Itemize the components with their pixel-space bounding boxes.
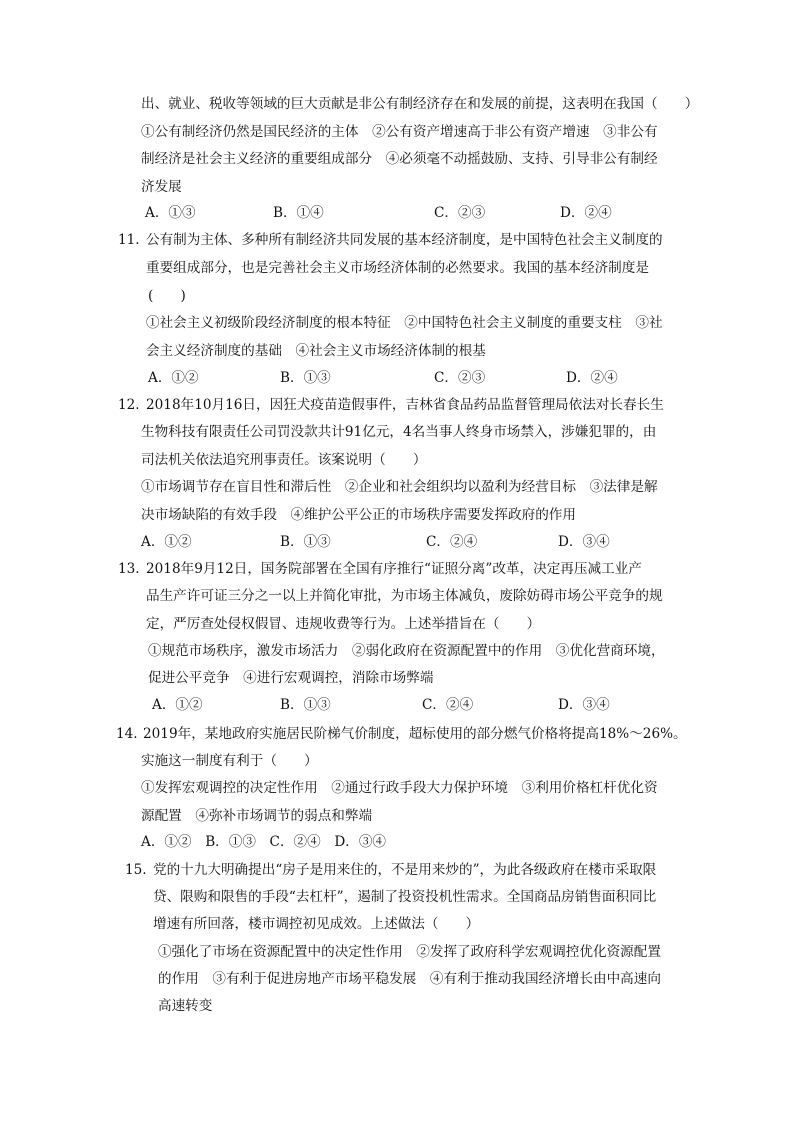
question-stem-line: 定，严厉查处侵权假冒、违规收费等行为。上述举措旨在（ ） <box>146 616 541 632</box>
question-stem-line: 2019年，某地政府实施居民阶梯气价制度，超标使用的部分燃气价格将提高18%～26%。 <box>143 726 687 742</box>
question-number: 13. <box>118 561 140 577</box>
question-stem-line: 出、就业、税收等领域的巨大贡献是非公有制经济存在和发展的前提，这表明在我国（ ） <box>141 96 699 112</box>
statement-line: ①规范市场秩序，激发市场活力 ②弱化政府在资源配置中的作用 ③优化营商环境， <box>148 643 665 659</box>
statement-line: ①社会主义初级阶段经济制度的根本特征 ②中国特色社会主义制度的重要支柱 ③社 <box>146 315 663 331</box>
statement-line: ①公有制经济仍然是国民经济的主体 ②公有资产增速高于非公有资产增速 ③非公有 <box>141 124 658 140</box>
option-c: C．②③ <box>434 370 486 386</box>
question-stem-line: 实施这一制度有利于（ ） <box>141 753 318 769</box>
option-a: A．①② <box>148 370 199 386</box>
statement-line: 会主义经济制度的基础 ④社会主义市场经济体制的根基 <box>146 343 486 359</box>
option-a: A．①② <box>141 534 192 550</box>
question-number: 12. <box>118 397 140 413</box>
option-b: B．①③ <box>280 370 331 386</box>
statement-line: ①强化了市场在资源配置中的决定性作用 ②发挥了政府科学宏观调控优化资源配置 <box>158 944 661 960</box>
option-c: C．②④ <box>422 697 474 713</box>
question-stem-line: 党的十九大明确提出“房子是用来住的，不是用来炒的”，为此各级政府在楼市采取限 <box>153 862 657 878</box>
option-b: B．①④ <box>273 205 324 221</box>
question-number: 15. <box>125 862 147 878</box>
option-c: C．②④ <box>426 534 478 550</box>
question-number: 14. <box>116 726 138 742</box>
question-stem-line: 公有制为主体、多种所有制经济共同发展的基本经济制度，是中国特色社会主义制度的 <box>146 232 663 248</box>
option-d: D．③④ <box>558 697 610 713</box>
question-stem-line: 生物科技有限责任公司罚没款共计91亿元，4名当事人终身市场禁入，涉嫌犯罪的，由 <box>141 424 657 440</box>
option-a: A．①③ <box>145 205 196 221</box>
option-b: B．①③ <box>280 534 331 550</box>
question-number: 11. <box>118 232 140 248</box>
question-stem-line: 司法机关依法追究刑事责任。该案说明（ ） <box>141 452 427 468</box>
question-stem-line: 品生产许可证三分之一以上并简化审批，为市场主体减负，废除妨碍市场公平竞争的规 <box>146 588 663 604</box>
statement-line: ①市场调节存在盲目性和滞后性 ②企业和社会组织均以盈利为经营目标 ③法律是解 <box>141 479 658 495</box>
statement-line: 高速转变 <box>158 998 213 1014</box>
option-d: D．②④ <box>560 205 612 221</box>
statement-line: 源配置 ④弥补市场调节的弱点和弊端 <box>141 808 373 824</box>
statement-line: 的作用 ③有利于促进房地产市场平稳发展 ④有利于推动我国经济增长由中高速向 <box>158 971 661 987</box>
option-d: D．②④ <box>566 370 618 386</box>
option-d: D．③④ <box>558 534 610 550</box>
question-stem-line: 增速有所回落，楼市调控初见成效。上述做法（ ） <box>153 916 480 932</box>
question-stem-line: 贷、限购和限售的手段“去杠杆”，遏制了投资投机性需求。全国商品房销售面积同比 <box>153 889 657 905</box>
question-stem-line: 重要组成部分，也是完善社会主义市场经济体制的必然要求。我国的基本经济制度是 <box>146 260 649 276</box>
statement-line: 制经济是社会主义经济的重要组成部分 ④必须毫不动摇鼓励、支持、引导非公有制经 <box>141 151 658 167</box>
option-a: A．①② <box>152 697 203 713</box>
question-stem-line: 2018年10月16日，因狂犬疫苗造假事件，吉林省食品药品监督管理局依法对长春长生 <box>146 397 664 413</box>
statement-line: 决市场缺陷的有效手段 ④维护公平公正的市场秩序需要发挥政府的作用 <box>141 507 576 523</box>
option-c: C．②③ <box>434 205 486 221</box>
options-line: A．①② B．①③ C．②④ D．③④ <box>141 834 387 850</box>
question-stem-line: ( ) <box>148 288 186 304</box>
statement-line: 济发展 <box>141 179 182 195</box>
statement-line: 促进公平竞争 ④进行宏观调控，消除市场弊端 <box>148 670 434 686</box>
statement-line: ①发挥宏观调控的决定性作用 ②通过行政手段大力保护环境 ③利用价格杠杆优化资 <box>141 780 658 796</box>
option-b: B．①③ <box>280 697 331 713</box>
question-stem-line: 2018年9月12日，国务院部署在全国有序推行“证照分离”改革，决定再压减工业产 <box>146 561 642 577</box>
